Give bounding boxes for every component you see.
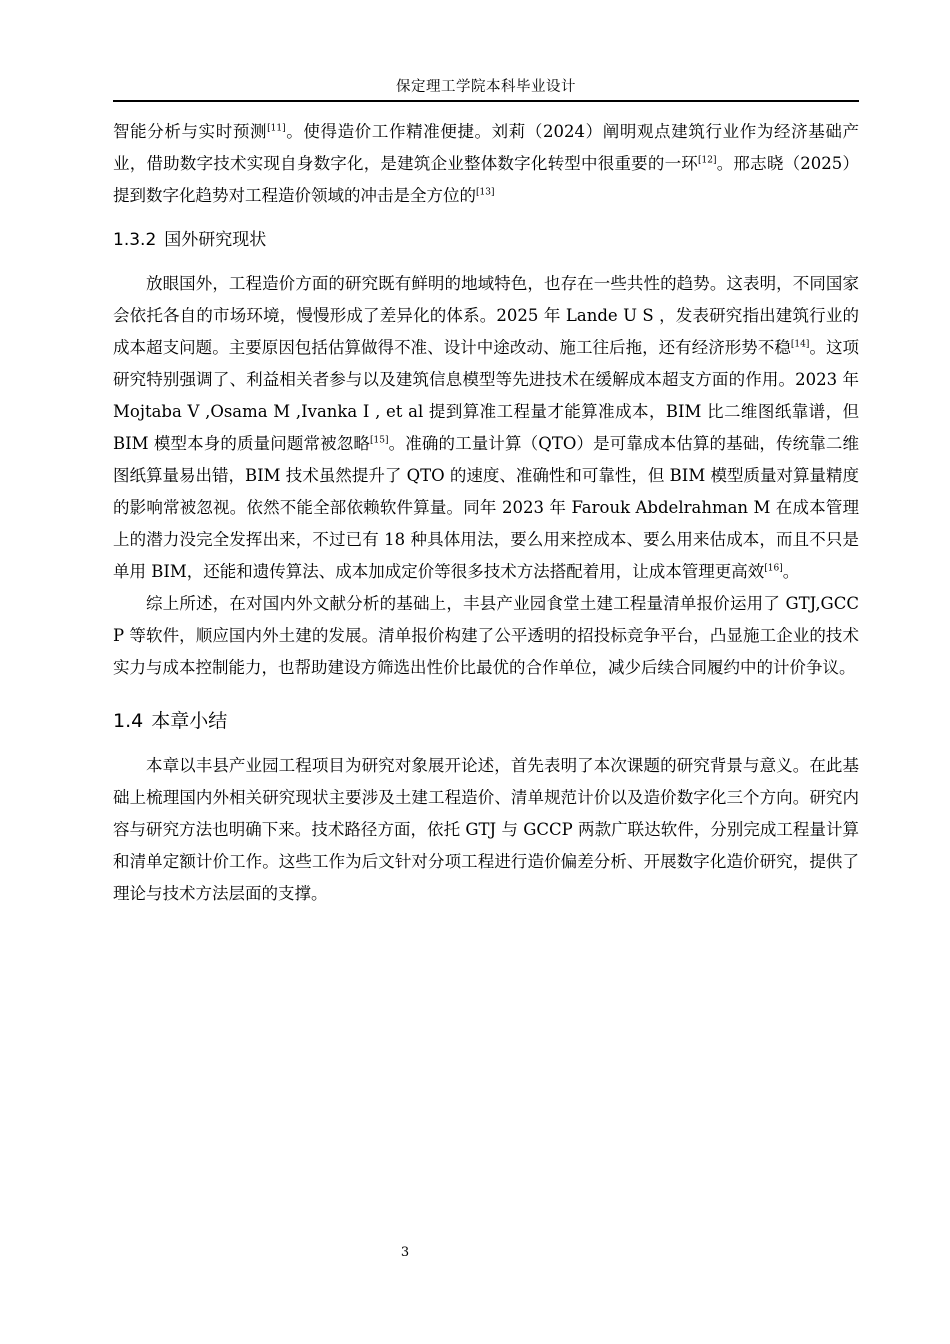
page-header: 保定理工学院本科毕业设计 <box>396 79 576 95</box>
page-body <box>113 116 859 910</box>
section-heading-1-3-2 <box>113 222 859 258</box>
section-heading-1-4 <box>113 702 859 740</box>
paragraph-chapter-summary: 本章以丰县产业园工程项目为研究对象展开论述，首先表明了本次课题的研究背景与意义。在此基础上梳理国内外相关研究现状主要涉及土建工程造价、清单规范计价以及造价数字化三个方向。研究内容与研究方法也明确下来。技术路径方面，依托 GTJ 与 GCCP 两款广联达软件，分别完成工程量计算和清单定额计价工作。这些工作为后文针对分项工程进行造价偏差分析、开展数字化造价研究，提供了理论与技术方法层面的支撑。 <box>113 756 859 903</box>
paragraph-domestic-research-end <box>113 116 859 212</box>
paragraph-text: 。这项研究特别强调了、利益相关者参与以及建筑信息模型等先进技术在缓解成本超支方面的作用。2023 年 Mojtaba V ,Osama M ,Ivanka I , et al 提到算准工程量才能算准成本，BIM 比二维图纸靠谱，但 BIM 模型本身的质量问题常被忽略 <box>113 338 860 453</box>
section-title: 本章小结 <box>151 710 228 732</box>
paragraph-text: 。使得造价工作精准便捷。刘莉（2024）阐明观点建筑行业作为经济基础产业，借助数字技术实现自身数字化，是建筑企业整体数字化转型中很重要的一环 <box>113 122 859 173</box>
header-rule <box>113 100 859 102</box>
section-title: 国外研究现状 <box>164 230 267 250</box>
paragraph-text: 。邢志晓（2025）提到数字化趋势对工程造价领域的冲击是全方位的 <box>113 154 859 205</box>
paragraph-summary-review: 综上所述，在对国内外文献分析的基础上，丰县产业园食堂土建工程量清单报价运用了 GTJ,GCCP 等软件，顺应国内外土建的发展。清单报价构建了公平透明的招投标竞争平台，凸显施工企业的技术实力与成本控制能力，也帮助建设方筛选出性价比最优的合作单位，减少后续合同履约中的计价争议。 <box>113 594 859 677</box>
citation-ref: [12] <box>698 155 717 166</box>
page-number: 3 <box>400 1245 410 1260</box>
citation-ref: [16] <box>764 563 783 574</box>
citation-ref: [14] <box>790 339 810 350</box>
citation-ref: [13] <box>476 187 495 198</box>
citation-ref: [11] <box>267 123 286 134</box>
section-number: 1.3.2 <box>113 230 157 250</box>
paragraph-text: 。准确的工量计算（QTO）是可靠成本估算的基础，传统靠二维图纸算量易出错，BIM 技术虽然提升了 QTO 的速度、准确性和可靠性，但 BIM 模型质量对算量精度的影响常被忽视。依然不能全部依赖软件算量。同年 2023 年 Farouk Abdelrahman M 在成本管理上的潜力没完全发挥出来，不过已有 18 种具体用法，要么用来控成本、要么用来估成本，而且不只是单用 BIM，还能和遗传算法、成本加成定价等很多技术方法搭配着用，让成本管理更高效 <box>113 434 859 581</box>
citation-ref: [15] <box>370 435 389 446</box>
section-number: 1.4 <box>113 710 144 732</box>
paragraph-text: 放眼国外，工程造价方面的研究既有鲜明的地域特色，也存在一些共性的趋势。这表明，不同国家会依托各自的市场环境，慢慢形成了差异化的体系。2025 年 Lande U S ，发表研究指出建筑行业的成本超支问题。主要原因包括估算做得不准、设计中途改动、施工往后拖，还有经济形势不稳 <box>113 274 859 357</box>
paragraph-text: 智能分析与实时预测 <box>113 122 268 141</box>
paragraph-foreign-research <box>113 268 859 588</box>
paragraph-text: 。 <box>782 562 800 581</box>
